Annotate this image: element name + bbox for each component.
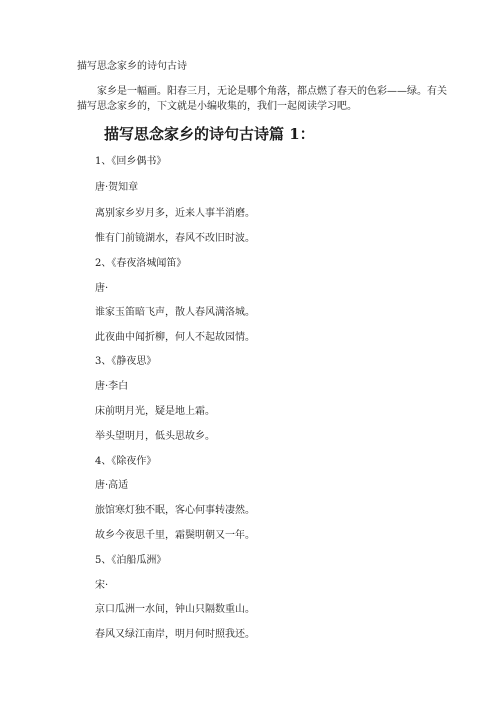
poem-author: 唐·李白 [95,381,129,392]
document-title: 描写思念家乡的诗句古诗 [77,61,187,72]
poem-line: 旅馆寒灯独不眠，客心何事转凄然。 [95,505,255,516]
poem-title: 1、《回乡偶书》 [95,156,167,167]
poem-author: 宋· [95,580,109,591]
intro-paragraph: 家乡是一幅画。阳春三月，无论是哪个角落，都点燃了春天的色彩——绿。有关描写思念家乡的，下文就是小编收集的，我们一起阅读学习吧。 [77,86,447,112]
poem-author: 唐· [95,283,109,294]
poem-line: 床前明月光，疑是地上霜。 [95,406,215,417]
poem-line: 谁家玉笛暗飞声，散人春风满洛城。 [95,307,255,318]
poem-title: 4、《除夜作》 [95,456,157,467]
poem-line: 惟有门前镜湖水，春风不改旧时波。 [95,233,255,244]
poem-line: 春风又绿江南岸，明月何时照我还。 [95,629,255,640]
poem-line: 举头望明月，低头思故乡。 [95,431,215,442]
poem-title: 2、《春夜洛城闻笛》 [95,258,187,269]
poem-author: 唐·贺知章 [95,182,139,193]
poem-line: 京口瓜洲一水间，钟山只隔数重山。 [95,604,255,615]
poem-line: 故乡今夜思千里，霜鬓明朝又一年。 [95,530,255,541]
poem-title: 5、《泊船瓜洲》 [95,555,167,566]
poem-line: 离别家乡岁月多，近来人事半消磨。 [95,208,255,219]
poem-title: 3、《静夜思》 [95,356,157,367]
section-heading: 描写思念家乡的诗句古诗篇 1： [104,125,315,143]
poem-author: 唐·高适 [95,480,129,491]
poem-line: 此夜曲中闻折柳，何人不起故园情。 [95,332,255,343]
